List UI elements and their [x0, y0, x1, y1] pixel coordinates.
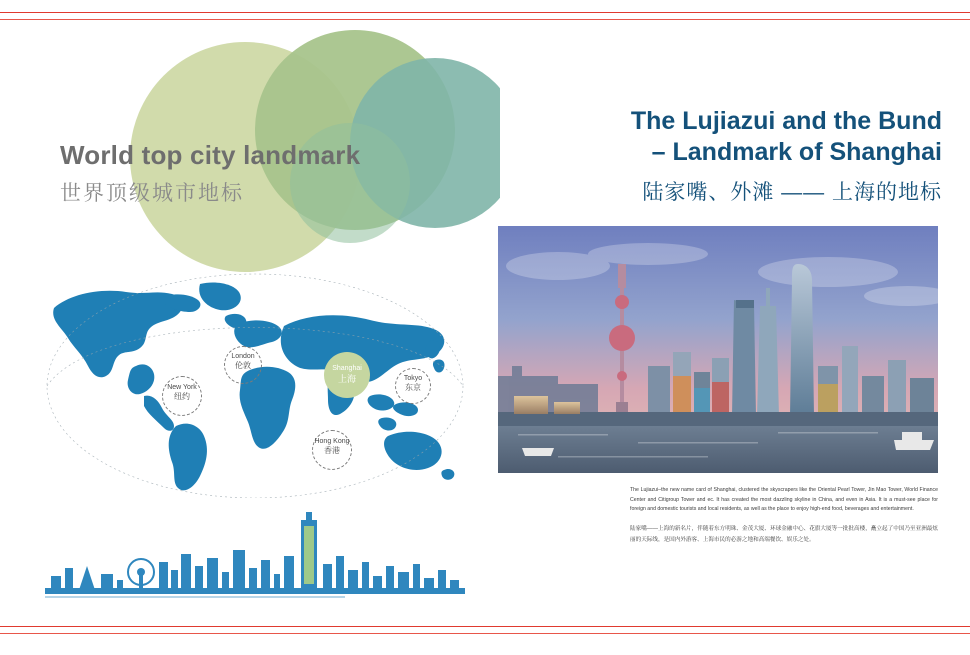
city-label-newyork-en: New York: [167, 384, 197, 391]
right-heading: [522, 106, 942, 206]
left-heading-cn: 世界顶级城市地标: [60, 182, 244, 205]
left-heading-en: World top city landmark: [60, 140, 361, 170]
city-label-tokyo: [392, 375, 434, 392]
right-heading-en-line2: – Landmark of Shanghai: [651, 138, 942, 166]
city-label-london: [220, 353, 266, 370]
city-label-london-en: London: [231, 353, 255, 360]
right-heading-en-line1: The Lujiazui and the Bund: [630, 107, 942, 135]
top-rule-secondary: [0, 19, 970, 20]
bottom-rule-primary: [0, 626, 970, 627]
caption-english: The Lujiazui–the new name card of Shanghai, clustered the skyscrapers like the Oriental Pearl Tower, Jin Mao Tower, World Finance Center and Citigroup Tower and ec. It has created the most dazzling skyline in China, and even in Asia. It is a must-see place for foreign and domestic tourists and local residents, as well as the place to enjoy high-end food, beverages and entertainment.: [630, 487, 938, 513]
world-map: [40, 268, 470, 498]
bottom-rule-secondary: [0, 633, 970, 634]
city-label-newyork-cn: 纽约: [174, 392, 190, 402]
top-rule-primary: [0, 12, 970, 13]
city-label-tokyo-en: Tokyo: [403, 375, 423, 382]
city-label-london-cn: 伦敦: [235, 361, 251, 371]
city-label-hongkong-en: Hong Kong: [314, 438, 350, 445]
city-label-shanghai-en: Shanghai: [332, 365, 362, 372]
right-heading-cn: 陆家嘴、外滩 —— 上海的地标: [642, 181, 942, 204]
city-label-newyork: [158, 384, 206, 401]
city-label-hongkong-cn: 香港: [324, 446, 340, 456]
right-panel: [498, 28, 970, 626]
city-skyline-illustration: [45, 510, 465, 610]
shanghai-skyline-photo: [498, 226, 938, 473]
left-heading: [60, 140, 460, 207]
caption-chinese: 陆家嘴——上海的新名片，伴随着东方明珠、金茂大厦、环球金融中心、花旗大厦等一批批高楼，矗立起了中国乃至亚洲最炫丽的天际线，是国内外游客、上海市民的必游之地和高端餐饮、娱乐之处。: [630, 525, 938, 543]
city-label-shanghai-cn: 上海: [337, 374, 356, 384]
city-label-hongkong: [306, 438, 358, 455]
left-panel: [0, 28, 500, 626]
city-label-tokyo-cn: 东京: [405, 383, 421, 393]
photo-caption: [630, 486, 938, 554]
city-badge-shanghai: [324, 352, 370, 398]
